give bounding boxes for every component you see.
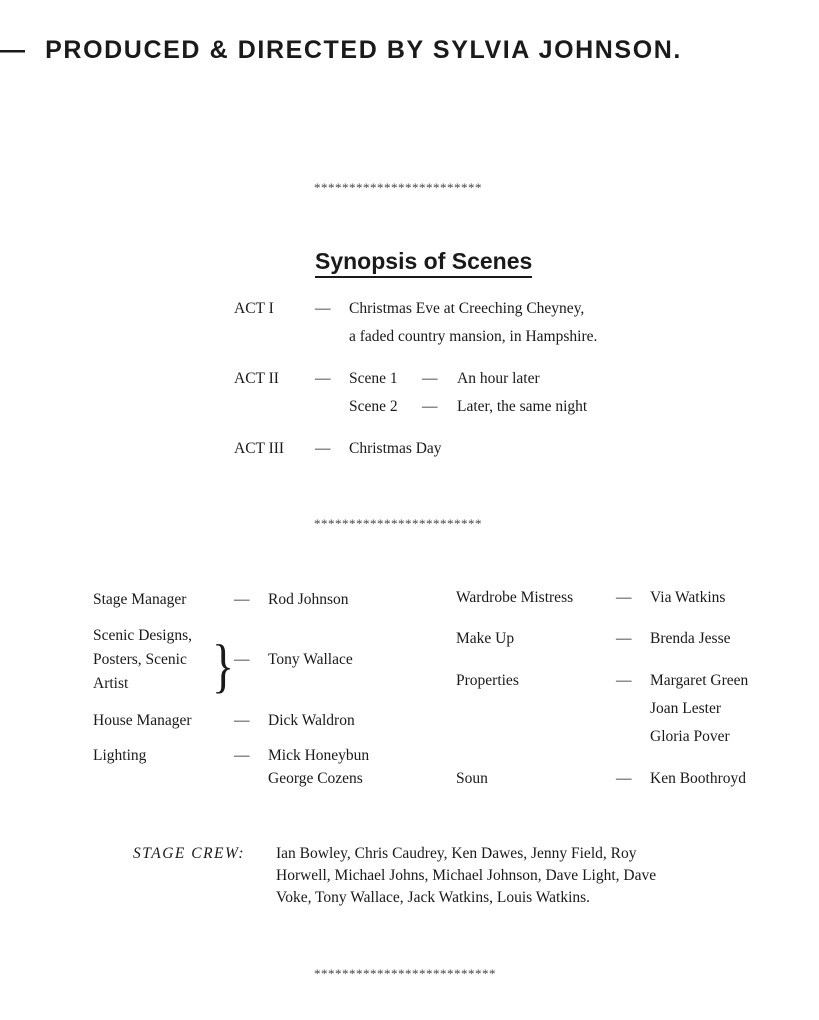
act-2-scene-1-dash: — [422, 370, 438, 387]
divider-middle: ************************ [314, 516, 482, 531]
sound-dash: — [616, 770, 632, 787]
scenic-dash: — [234, 651, 250, 668]
properties-role: Properties [456, 672, 519, 689]
synopsis-title: Synopsis of Scenes [315, 248, 532, 278]
header-title: PRODUCED & DIRECTED BY SYLVIA JOHNSON. [45, 36, 682, 64]
properties-name-1: Margaret Green [650, 672, 749, 689]
act-2-scene-2-desc: Later, the same night [457, 398, 588, 415]
act-1-line-1: Christmas Eve at Creeching Cheyney, [349, 300, 585, 317]
sound-role: Soun [456, 770, 488, 787]
house-manager-name: Dick Waldron [268, 712, 355, 729]
act-2-dash: — [315, 370, 331, 387]
lighting-name-2: George Cozens [268, 770, 363, 787]
scenic-role-line-2: Posters, Scenic [93, 651, 187, 668]
divider-top: ************************ [314, 180, 482, 195]
scenic-name: Tony Wallace [268, 651, 353, 668]
header-dash: — [0, 36, 27, 64]
stage-crew-line-2: Horwell, Michael Johns, Michael Johnson, Dave Light, Dave [276, 867, 657, 884]
stage-crew-line-1: Ian Bowley, Chris Caudrey, Ken Dawes, Jenny Field, Roy [276, 845, 637, 862]
act-2-label: ACT II [234, 370, 279, 387]
lighting-dash: — [234, 747, 250, 764]
sound-name: Ken Boothroyd [650, 770, 747, 787]
properties-dash: — [616, 672, 632, 689]
makeup-role: Make Up [456, 630, 515, 647]
properties-name-2: Joan Lester [650, 700, 722, 717]
divider-bottom: ************************** [314, 966, 496, 981]
stage-manager-role: Stage Manager [93, 591, 187, 608]
act-1-dash: — [315, 300, 331, 317]
act-3-dash: — [315, 440, 331, 457]
act-2-scene-2: Scene 2 [349, 398, 398, 415]
scenic-role-line-1: Scenic Designs, [93, 627, 193, 644]
makeup-dash: — [616, 630, 632, 647]
scenic-role-line-3: Artist [93, 675, 129, 692]
act-1-line-2: a faded country mansion, in Hampshire. [349, 328, 598, 345]
stage-manager-name: Rod Johnson [268, 591, 349, 608]
lighting-name-1: Mick Honeybun [268, 747, 370, 764]
wardrobe-role: Wardrobe Mistress [456, 589, 574, 606]
wardrobe-dash: — [616, 589, 632, 606]
stage-crew-line-3: Voke, Tony Wallace, Jack Watkins, Louis Watkins. [276, 889, 591, 906]
act-3-line-1: Christmas Day [349, 440, 442, 457]
producer-credit [0, 36, 682, 65]
act-1-label: ACT I [234, 300, 274, 317]
properties-name-3: Gloria Pover [650, 728, 730, 745]
act-3-label: ACT III [234, 440, 285, 457]
act-2-scene-2-dash: — [422, 398, 438, 415]
stage-manager-dash: — [234, 591, 250, 608]
makeup-name: Brenda Jesse [650, 630, 731, 647]
act-2-scene-1-desc: An hour later [457, 370, 540, 387]
lighting-role: Lighting [93, 747, 147, 764]
wardrobe-name: Via Watkins [650, 589, 726, 606]
stage-crew-label: STAGE CREW: [133, 845, 246, 862]
scenic-brace: } [212, 632, 235, 699]
house-manager-dash: — [234, 712, 250, 729]
act-2-scene-1: Scene 1 [349, 370, 398, 387]
house-manager-role: House Manager [93, 712, 192, 729]
